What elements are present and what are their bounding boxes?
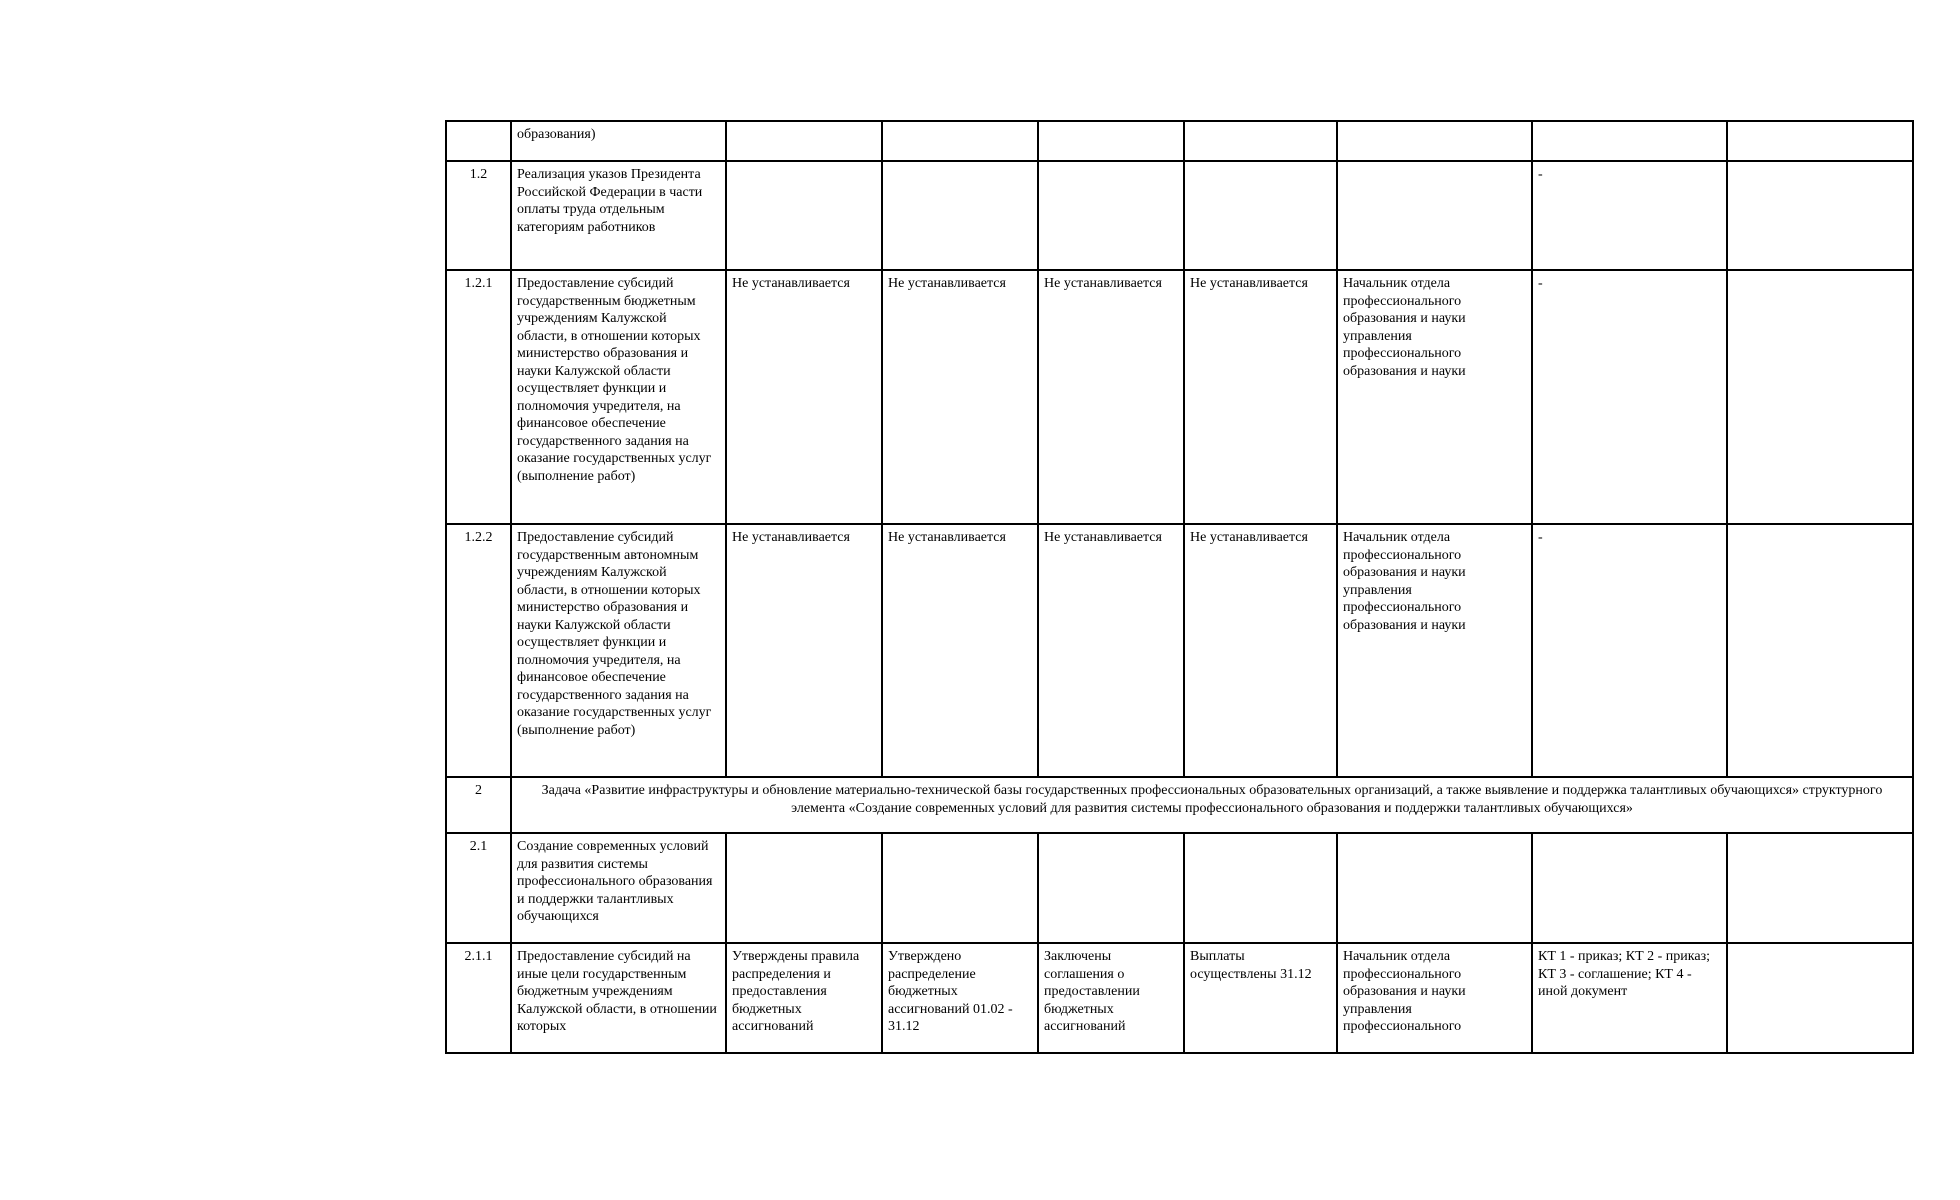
cell-stage-1 — [726, 121, 882, 161]
cell-stage-2 — [882, 161, 1038, 270]
responsible-cell — [1337, 121, 1532, 161]
responsible-cell — [1337, 161, 1532, 270]
control-type-cell — [1532, 121, 1727, 161]
row-number: 1.2 — [446, 161, 511, 270]
empty-cell — [1727, 833, 1913, 943]
row-number: 2.1.1 — [446, 943, 511, 1053]
event-name: Предоставление субсидий государственным бюджетным учреждениям Калужской области, в отношении которых министерство образования и науки Калужской области осуществляет функции и полномочия учредителя, на финансовое обеспечение государственного задания на оказание государственных услуг (выполнение работ) — [511, 270, 726, 524]
control-type-cell: - — [1532, 270, 1727, 524]
event-name: Создание современных условий для развития системы профессионального образования и поддержки талантливых обучающихся — [511, 833, 726, 943]
empty-cell — [1727, 270, 1913, 524]
control-type-cell: - — [1532, 161, 1727, 270]
responsible-cell: Начальник отдела профессионального образования и науки управления профессионального образования и науки — [1337, 524, 1532, 777]
cell-stage-2: Утверждено распределение бюджетных ассигнований 01.02 - 31.12 — [882, 943, 1038, 1053]
cell-stage-3: Не устанавливается — [1038, 524, 1184, 777]
empty-cell — [1727, 524, 1913, 777]
control-type-cell — [1532, 833, 1727, 943]
cell-stage-3 — [1038, 121, 1184, 161]
empty-cell — [1727, 161, 1913, 270]
cell-stage-1: Не устанавливается — [726, 270, 882, 524]
empty-cell — [1727, 121, 1913, 161]
cell-stage-1 — [726, 161, 882, 270]
cell-stage-2: Не устанавливается — [882, 270, 1038, 524]
cell-stage-3 — [1038, 833, 1184, 943]
row-number: 2 — [446, 777, 511, 833]
empty-cell — [1727, 943, 1913, 1053]
cell-stage-3: Заключены соглашения о предоставлении бюджетных ассигнований — [1038, 943, 1184, 1053]
table-row — [446, 524, 1913, 777]
plan-table — [445, 120, 1914, 1054]
row-number: 1.2.2 — [446, 524, 511, 777]
row-number: 1.2.1 — [446, 270, 511, 524]
responsible-cell — [1337, 833, 1532, 943]
event-name: Предоставление субсидий на иные цели государственным бюджетным учреждениям Калужской области, в отношении которых — [511, 943, 726, 1053]
table-row — [446, 121, 1913, 161]
cell-stage-4: Не устанавливается — [1184, 270, 1337, 524]
cell-stage-3 — [1038, 161, 1184, 270]
control-type-cell: КТ 1 - приказ; КТ 2 - приказ; КТ 3 - соглашение; КТ 4 - иной документ — [1532, 943, 1727, 1053]
cell-stage-1: Не устанавливается — [726, 524, 882, 777]
row-number: 2.1 — [446, 833, 511, 943]
cell-stage-4: Не устанавливается — [1184, 524, 1337, 777]
control-type-cell: - — [1532, 524, 1727, 777]
responsible-cell: Начальник отдела профессионального образования и науки управления профессионального — [1337, 943, 1532, 1053]
event-name: Предоставление субсидий государственным автономным учреждениям Калужской области, в отношении которых министерство образования и науки Калужской области осуществляет функции и полномочия учредителя, на финансовое обеспечение государственного задания на оказание государственных услуг (выполнение работ) — [511, 524, 726, 777]
table-row — [446, 833, 1913, 943]
cell-stage-3: Не устанавливается — [1038, 270, 1184, 524]
cell-stage-2 — [882, 833, 1038, 943]
cell-stage-2 — [882, 121, 1038, 161]
task-description: Задача «Развитие инфраструктуры и обновление материально-технической базы государственных профессиональных образовательных организаций, а также выявление и поддержка талантливых обучающихся» структурного элемента «Создание современных условий для развития системы профессионального образования и поддержки талантливых обучающихся» — [511, 777, 1913, 833]
table-row — [446, 270, 1913, 524]
cell-stage-1: Утверждены правила распределения и предоставления бюджетных ассигнований — [726, 943, 882, 1053]
event-name: образования) — [511, 121, 726, 161]
cell-stage-4 — [1184, 121, 1337, 161]
cell-stage-4 — [1184, 833, 1337, 943]
table-row — [446, 161, 1913, 270]
responsible-cell: Начальник отдела профессионального образования и науки управления профессионального образования и науки — [1337, 270, 1532, 524]
table-row — [446, 943, 1913, 1053]
cell-stage-4: Выплаты осуществлены 31.12 — [1184, 943, 1337, 1053]
cell-stage-2: Не устанавливается — [882, 524, 1038, 777]
task-row — [446, 777, 1913, 833]
row-number — [446, 121, 511, 161]
event-name: Реализация указов Президента Российской Федерации в части оплаты труда отдельным категориям работников — [511, 161, 726, 270]
cell-stage-1 — [726, 833, 882, 943]
cell-stage-4 — [1184, 161, 1337, 270]
